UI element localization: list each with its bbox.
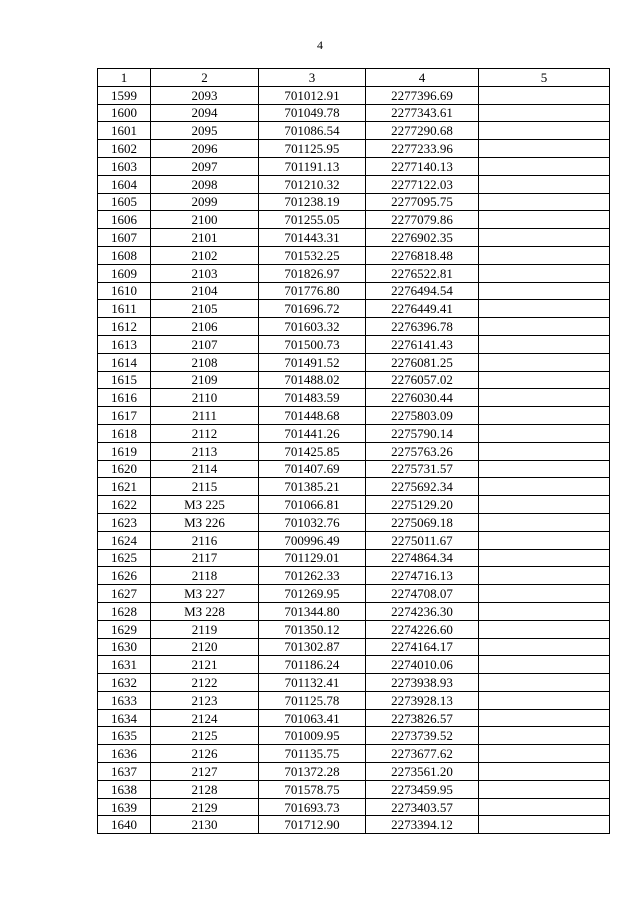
coordinates-table (97, 68, 610, 834)
table-cell: 2111 (151, 407, 259, 425)
table-cell: МЗ 227 (151, 585, 259, 603)
table-cell: 2275763.26 (366, 442, 479, 460)
table-row (98, 264, 610, 282)
table-cell: 2277290.68 (366, 122, 479, 140)
table-row (98, 780, 610, 798)
table-cell: 701191.13 (259, 157, 366, 175)
table-row (98, 229, 610, 247)
table-cell (479, 745, 610, 763)
table-row (98, 763, 610, 781)
table-row (98, 745, 610, 763)
table-cell: 2273459.95 (366, 780, 479, 798)
table-row (98, 246, 610, 264)
table-row (98, 496, 610, 514)
table-cell: 1603 (98, 157, 151, 175)
table-cell: 2273938.93 (366, 674, 479, 692)
table-cell: 2116 (151, 531, 259, 549)
table-cell (479, 157, 610, 175)
table-cell: 701063.41 (259, 709, 366, 727)
table-cell: 2277396.69 (366, 86, 479, 104)
table-cell: 701238.19 (259, 193, 366, 211)
table-cell (479, 674, 610, 692)
column-header: 2 (151, 69, 259, 87)
table-cell: 2121 (151, 656, 259, 674)
table-row (98, 656, 610, 674)
table-cell: 701135.75 (259, 745, 366, 763)
table-cell: 2273403.57 (366, 798, 479, 816)
table-cell (479, 318, 610, 336)
table-cell: 701483.59 (259, 389, 366, 407)
table-cell (479, 211, 610, 229)
table-cell: 1622 (98, 496, 151, 514)
table-cell: 2129 (151, 798, 259, 816)
table-row (98, 175, 610, 193)
table-row (98, 709, 610, 727)
table-cell: 701407.69 (259, 460, 366, 478)
column-header: 3 (259, 69, 366, 87)
table-cell: 701500.73 (259, 335, 366, 353)
table-cell: 1604 (98, 175, 151, 193)
table-cell: 2273677.62 (366, 745, 479, 763)
table-row (98, 157, 610, 175)
table-cell: 701532.25 (259, 246, 366, 264)
table-row (98, 620, 610, 638)
table-cell: 701488.02 (259, 371, 366, 389)
table-cell (479, 780, 610, 798)
table-cell: 2274164.17 (366, 638, 479, 656)
table-cell: МЗ 228 (151, 602, 259, 620)
column-header: 1 (98, 69, 151, 87)
table-cell (479, 353, 610, 371)
table-cell: 701372.28 (259, 763, 366, 781)
table-cell: 701443.31 (259, 229, 366, 247)
table-cell (479, 407, 610, 425)
table-cell: 2275069.18 (366, 513, 479, 531)
table-cell: 701262.33 (259, 567, 366, 585)
table-cell (479, 585, 610, 603)
table-cell (479, 104, 610, 122)
table-cell: 2276902.35 (366, 229, 479, 247)
table-cell: 701491.52 (259, 353, 366, 371)
table-cell: 2106 (151, 318, 259, 336)
table-cell: 701826.97 (259, 264, 366, 282)
table-cell: 701712.90 (259, 816, 366, 834)
table-cell: 1632 (98, 674, 151, 692)
table-cell: 2274236.30 (366, 602, 479, 620)
table-cell: 701009.95 (259, 727, 366, 745)
table-cell: 701125.78 (259, 691, 366, 709)
table-cell (479, 442, 610, 460)
table-cell: 2125 (151, 727, 259, 745)
table-cell: 1638 (98, 780, 151, 798)
table-row (98, 727, 610, 745)
table-cell: 2275803.09 (366, 407, 479, 425)
table-cell: 700996.49 (259, 531, 366, 549)
table-body (98, 86, 610, 833)
table-cell (479, 175, 610, 193)
table-row (98, 389, 610, 407)
table-cell: 2130 (151, 816, 259, 834)
page-number: 4 (317, 38, 323, 52)
table-cell: 1619 (98, 442, 151, 460)
table-cell: 701186.24 (259, 656, 366, 674)
table-cell (479, 656, 610, 674)
table-row (98, 638, 610, 656)
table-cell: 701012.91 (259, 86, 366, 104)
table-cell: 2115 (151, 478, 259, 496)
table-cell: 701210.32 (259, 175, 366, 193)
table-cell: 2096 (151, 140, 259, 158)
table-cell (479, 264, 610, 282)
table-cell: 2099 (151, 193, 259, 211)
table-cell: 1608 (98, 246, 151, 264)
table-row (98, 407, 610, 425)
table-cell (479, 389, 610, 407)
table-row (98, 816, 610, 834)
table-row (98, 300, 610, 318)
table-row (98, 674, 610, 692)
table-cell: 2118 (151, 567, 259, 585)
table-cell: 1607 (98, 229, 151, 247)
table-cell (479, 460, 610, 478)
table-cell: 2274708.07 (366, 585, 479, 603)
table-cell: 1599 (98, 86, 151, 104)
table-cell: 1605 (98, 193, 151, 211)
table-cell: 1637 (98, 763, 151, 781)
table-cell: 701302.87 (259, 638, 366, 656)
table-cell: 2103 (151, 264, 259, 282)
table-cell: 2119 (151, 620, 259, 638)
table-cell: 2128 (151, 780, 259, 798)
table-cell: 2277233.96 (366, 140, 479, 158)
table-cell: 701086.54 (259, 122, 366, 140)
table-row (98, 567, 610, 585)
table-row (98, 549, 610, 567)
table-row (98, 193, 610, 211)
table-cell: 2109 (151, 371, 259, 389)
table-cell (479, 638, 610, 656)
table-cell: 1600 (98, 104, 151, 122)
table-cell: 2273928.13 (366, 691, 479, 709)
table-row (98, 513, 610, 531)
table-cell: 2113 (151, 442, 259, 460)
table-cell: 2123 (151, 691, 259, 709)
table-row (98, 335, 610, 353)
table-cell (479, 122, 610, 140)
table-cell: 2276141.43 (366, 335, 479, 353)
table-cell (479, 478, 610, 496)
table-cell: 701066.81 (259, 496, 366, 514)
table-cell (479, 86, 610, 104)
table-cell: 1627 (98, 585, 151, 603)
table-cell: 1631 (98, 656, 151, 674)
table-cell: 2277095.75 (366, 193, 479, 211)
table-cell: 1617 (98, 407, 151, 425)
table-cell: 1611 (98, 300, 151, 318)
table-cell: 1623 (98, 513, 151, 531)
table-cell: 701696.72 (259, 300, 366, 318)
table-cell (479, 300, 610, 318)
table-cell: 1640 (98, 816, 151, 834)
table-cell: 2100 (151, 211, 259, 229)
table-cell (479, 371, 610, 389)
table-cell: 1620 (98, 460, 151, 478)
table-cell (479, 335, 610, 353)
table-cell: 701441.26 (259, 424, 366, 442)
table-cell (479, 602, 610, 620)
table-cell (479, 513, 610, 531)
table-cell: 2277079.86 (366, 211, 479, 229)
table-cell: 1628 (98, 602, 151, 620)
table-cell: 2275692.34 (366, 478, 479, 496)
table-cell (479, 727, 610, 745)
table-cell: 1636 (98, 745, 151, 763)
table-cell (479, 496, 610, 514)
table-cell: 1635 (98, 727, 151, 745)
table-cell: 2122 (151, 674, 259, 692)
table-row (98, 424, 610, 442)
table-cell: 2273739.52 (366, 727, 479, 745)
table-row (98, 691, 610, 709)
table-row (98, 211, 610, 229)
table-cell: 2102 (151, 246, 259, 264)
table-cell (479, 691, 610, 709)
table-cell: 701032.76 (259, 513, 366, 531)
table-cell: 701448.68 (259, 407, 366, 425)
table-cell: 2107 (151, 335, 259, 353)
table-cell: 2273394.12 (366, 816, 479, 834)
table-row (98, 318, 610, 336)
table-cell: 701350.12 (259, 620, 366, 638)
table-cell: 1629 (98, 620, 151, 638)
table-cell: 2273561.20 (366, 763, 479, 781)
table-cell: 2112 (151, 424, 259, 442)
table-cell: 701255.05 (259, 211, 366, 229)
table-cell: 2276396.78 (366, 318, 479, 336)
table-cell (479, 763, 610, 781)
table-cell: 701269.95 (259, 585, 366, 603)
table-cell: 2104 (151, 282, 259, 300)
table-cell: 2127 (151, 763, 259, 781)
column-header: 5 (479, 69, 610, 87)
table-cell: 2275129.20 (366, 496, 479, 514)
table-cell: 2274010.06 (366, 656, 479, 674)
table-row (98, 371, 610, 389)
table-cell: 2274226.60 (366, 620, 479, 638)
table-cell (479, 193, 610, 211)
table-cell: 2126 (151, 745, 259, 763)
table-cell: 701425.85 (259, 442, 366, 460)
table-cell: МЗ 226 (151, 513, 259, 531)
table-cell (479, 620, 610, 638)
table-cell: 2120 (151, 638, 259, 656)
table-row (98, 104, 610, 122)
table-cell: 2276081.25 (366, 353, 479, 371)
table-cell: 2275731.57 (366, 460, 479, 478)
table-cell: 2276522.81 (366, 264, 479, 282)
table-cell (479, 282, 610, 300)
table-row (98, 122, 610, 140)
table-cell (479, 229, 610, 247)
table-cell: 2098 (151, 175, 259, 193)
table-header-row (98, 69, 610, 87)
table-cell: 2276494.54 (366, 282, 479, 300)
table-cell: 1626 (98, 567, 151, 585)
table-cell: 2277140.13 (366, 157, 479, 175)
table-cell: 1625 (98, 549, 151, 567)
table-cell (479, 549, 610, 567)
table-row (98, 86, 610, 104)
table-row (98, 478, 610, 496)
table-row (98, 585, 610, 603)
table-cell (479, 709, 610, 727)
table-row (98, 531, 610, 549)
table-cell: 701129.01 (259, 549, 366, 567)
table-row (98, 602, 610, 620)
table-cell: 1613 (98, 335, 151, 353)
table-cell: 2277343.61 (366, 104, 479, 122)
table-cell: 2094 (151, 104, 259, 122)
table-row (98, 282, 610, 300)
table-cell: 701385.21 (259, 478, 366, 496)
table-cell: 2110 (151, 389, 259, 407)
table-cell: 1610 (98, 282, 151, 300)
table-cell: 701776.80 (259, 282, 366, 300)
table-cell: 701125.95 (259, 140, 366, 158)
table-cell (479, 140, 610, 158)
table-row (98, 442, 610, 460)
table-cell: 2276030.44 (366, 389, 479, 407)
table-cell: 1618 (98, 424, 151, 442)
table-cell (479, 567, 610, 585)
table-cell: 1609 (98, 264, 151, 282)
table-cell: 2097 (151, 157, 259, 175)
table-cell: 2277122.03 (366, 175, 479, 193)
table-cell: 2105 (151, 300, 259, 318)
table-cell: 2276057.02 (366, 371, 479, 389)
table-cell: 701603.32 (259, 318, 366, 336)
table-row (98, 353, 610, 371)
column-header: 4 (366, 69, 479, 87)
table-cell: 2275011.67 (366, 531, 479, 549)
table-cell: 1633 (98, 691, 151, 709)
table-cell (479, 424, 610, 442)
table-cell: 1615 (98, 371, 151, 389)
table-cell: 1634 (98, 709, 151, 727)
table-cell: 1602 (98, 140, 151, 158)
table-cell (479, 816, 610, 834)
table-cell: 2108 (151, 353, 259, 371)
table-cell: 2276449.41 (366, 300, 479, 318)
table-cell: МЗ 225 (151, 496, 259, 514)
table-cell: 701693.73 (259, 798, 366, 816)
table-cell: 1639 (98, 798, 151, 816)
table-cell: 2274716.13 (366, 567, 479, 585)
table-cell (479, 246, 610, 264)
table-cell: 2124 (151, 709, 259, 727)
table-cell: 701132.41 (259, 674, 366, 692)
table-cell: 701344.80 (259, 602, 366, 620)
table-cell: 1621 (98, 478, 151, 496)
table-cell: 2273826.57 (366, 709, 479, 727)
table-cell: 1614 (98, 353, 151, 371)
table-cell: 2117 (151, 549, 259, 567)
table-cell: 701578.75 (259, 780, 366, 798)
table-cell: 1616 (98, 389, 151, 407)
table-cell: 2101 (151, 229, 259, 247)
table-cell: 701049.78 (259, 104, 366, 122)
table-row (98, 798, 610, 816)
table-cell: 2274864.34 (366, 549, 479, 567)
table-cell (479, 531, 610, 549)
table-cell: 2093 (151, 86, 259, 104)
table-row (98, 460, 610, 478)
table-cell: 1630 (98, 638, 151, 656)
table-cell: 2275790.14 (366, 424, 479, 442)
table-cell (479, 798, 610, 816)
table-cell: 1624 (98, 531, 151, 549)
table-cell: 1606 (98, 211, 151, 229)
table-cell: 1612 (98, 318, 151, 336)
table-row (98, 140, 610, 158)
table-cell: 2095 (151, 122, 259, 140)
table-cell: 2276818.48 (366, 246, 479, 264)
table-cell: 1601 (98, 122, 151, 140)
table-cell: 2114 (151, 460, 259, 478)
